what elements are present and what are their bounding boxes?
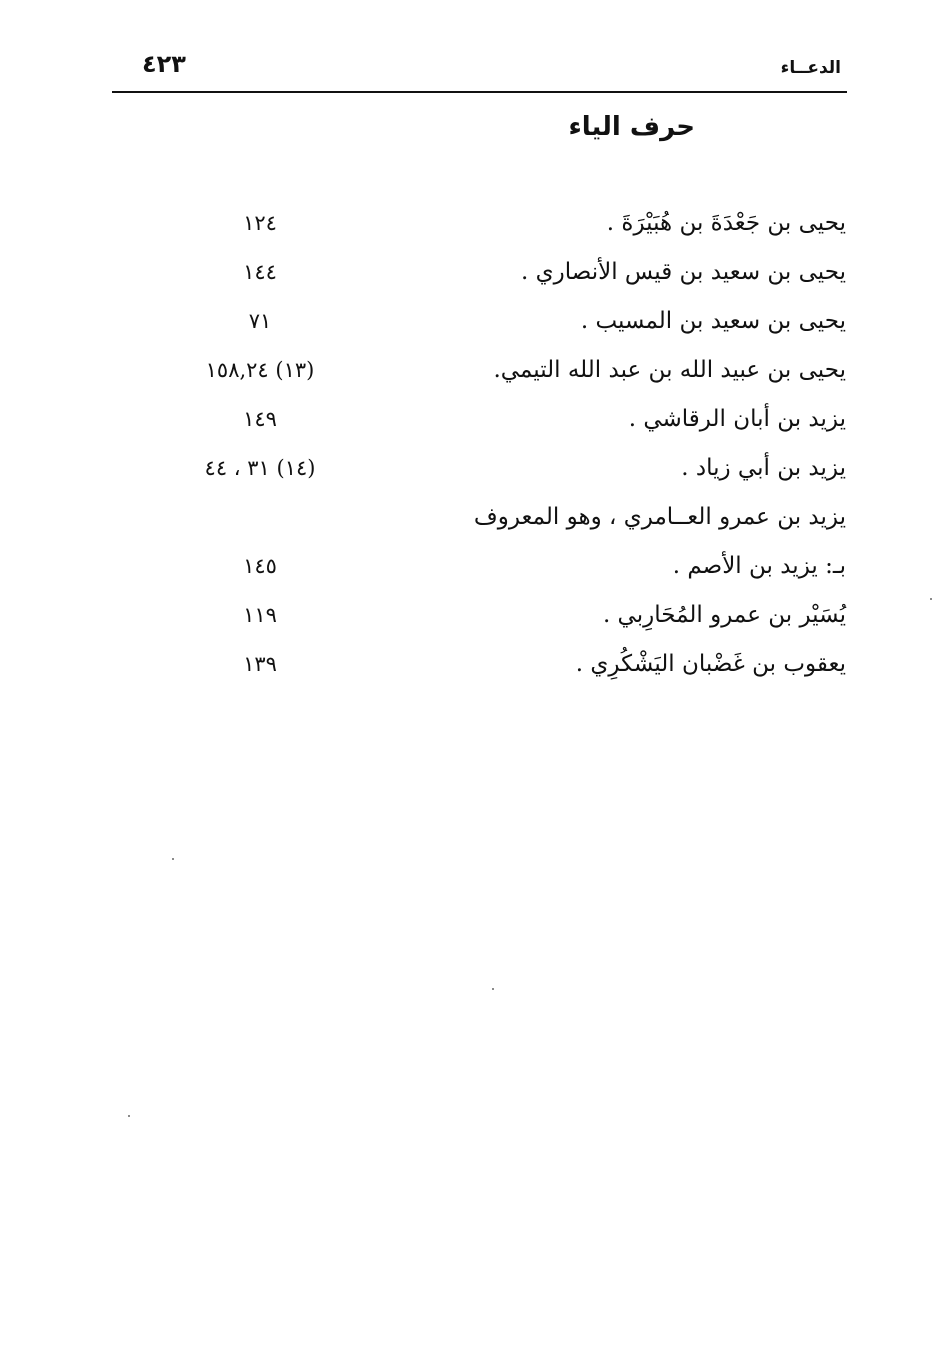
index-entry bbox=[0, 402, 943, 451]
index-entry bbox=[0, 549, 943, 598]
index-entry bbox=[0, 255, 943, 304]
entry-name: يحيى بن سعيد بن المسيب . bbox=[580, 308, 846, 334]
entry-pages: ١٣٩ bbox=[243, 652, 277, 676]
index-entry-list bbox=[0, 206, 943, 696]
scan-speck bbox=[492, 988, 494, 990]
index-entry bbox=[0, 451, 943, 500]
scan-speck bbox=[172, 858, 174, 860]
header-rule bbox=[112, 91, 847, 93]
page-number: ٤٢٣ bbox=[142, 50, 186, 78]
entry-name: يزيد بن عمرو العــامري ، وهو المعروف bbox=[473, 504, 846, 530]
entry-name: يعقوب بن غَضْبان اليَشْكُرِي . bbox=[575, 651, 846, 677]
entry-pages: ٧١ bbox=[248, 309, 272, 333]
entry-name: يحيى بن سعيد بن قيس الأنصاري . bbox=[521, 259, 846, 285]
scan-speck bbox=[930, 598, 932, 600]
entry-pages: ١١٩ bbox=[243, 603, 277, 627]
entry-pages: ١٤٤ bbox=[243, 260, 277, 284]
entry-pages: ١٤٥ bbox=[243, 554, 277, 578]
entry-name: يزيد بن أبان الرقاشي . bbox=[628, 406, 846, 432]
entry-pages: ١٤٩ bbox=[243, 407, 277, 431]
index-entry bbox=[0, 304, 943, 353]
running-title: الدعــاء bbox=[780, 58, 841, 78]
index-entry bbox=[0, 206, 943, 255]
entry-name: يزيد بن أبي زياد . bbox=[681, 455, 846, 481]
entry-pages: ١٢٤ bbox=[243, 211, 277, 235]
entry-name: يُسَيْر بن عمرو المُحَارِبي . bbox=[602, 602, 846, 628]
entry-pages: (١٣) ١٥٨,٢٤ bbox=[205, 358, 315, 382]
entry-name: يحيى بن جَعْدَةَ بن هُبَيْرَةَ . bbox=[606, 210, 846, 236]
index-entry bbox=[0, 353, 943, 402]
section-heading: حرف الياء bbox=[568, 112, 695, 142]
scan-speck bbox=[128, 1115, 130, 1117]
index-entry bbox=[0, 500, 943, 549]
index-entry bbox=[0, 598, 943, 647]
entry-name: يحيى بن عبيد الله بن عبد الله التيمي. bbox=[493, 357, 846, 383]
entry-name: بـ: يزيد بن الأصم . bbox=[672, 553, 846, 579]
entry-pages: (١٤) ٣١ ، ٤٤ bbox=[204, 456, 316, 480]
index-entry bbox=[0, 647, 943, 696]
running-head bbox=[112, 48, 847, 92]
